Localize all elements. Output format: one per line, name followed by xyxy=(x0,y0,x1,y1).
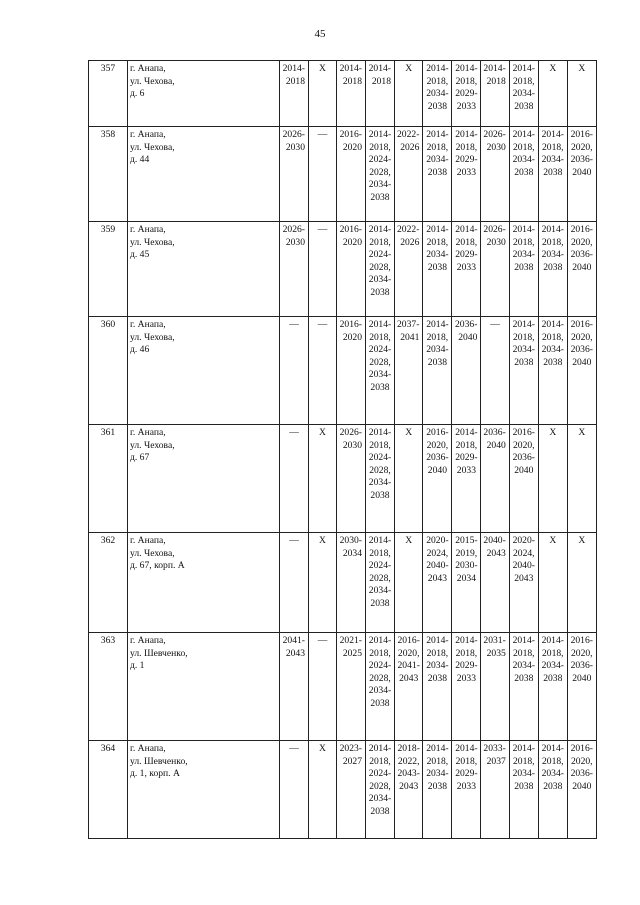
period-cell: 2036- 2040 xyxy=(452,317,481,425)
period-cell: 2014- 2018, 2029- 2033 xyxy=(452,633,481,741)
period-cell: — xyxy=(309,222,337,317)
period-cell: 2014- 2018, 2034- 2038 xyxy=(509,317,538,425)
period-cell: 2014- 2018, 2034- 2038 xyxy=(423,317,452,425)
address-line: ул. Шевченко, xyxy=(130,755,188,767)
period-cell: 2014- 2018, 2034- 2038 xyxy=(538,741,567,839)
period-cell: 2014- 2018, 2034- 2038 xyxy=(423,61,452,127)
page-number: 45 xyxy=(314,28,326,40)
period-cell: 2014- 2018, 2034- 2038 xyxy=(423,127,452,222)
period-cell: 2016- 2020, 2036- 2040 xyxy=(509,425,538,533)
period-cell: Х xyxy=(538,533,567,633)
table-row xyxy=(89,425,597,533)
address-cell xyxy=(128,533,280,633)
period-cell: — xyxy=(280,741,309,839)
period-cell: 2014- 2018, 2034- 2038 xyxy=(509,127,538,222)
period-cell: Х xyxy=(567,533,596,633)
address-cell xyxy=(128,425,280,533)
period-cell: 2016- 2020, 2036- 2040 xyxy=(567,222,596,317)
period-cell: 2014- 2018, 2034- 2038 xyxy=(538,127,567,222)
period-cell: 2016- 2020, 2036- 2040 xyxy=(423,425,452,533)
address-line: г. Анапа, xyxy=(130,635,166,646)
period-cell: 2022- 2026 xyxy=(395,222,423,317)
table-row xyxy=(89,741,597,839)
row-number: 362 xyxy=(89,533,128,633)
period-cell: Х xyxy=(309,741,337,839)
period-cell: 2037- 2041 xyxy=(395,317,423,425)
period-cell: 2014- 2018, 2034- 2038 xyxy=(538,317,567,425)
address-line: д. 45 xyxy=(130,249,150,261)
period-cell: 2020- 2024, 2040- 2043 xyxy=(423,533,452,633)
period-cell: 2014- 2018, 2029- 2033 xyxy=(452,741,481,839)
table-row xyxy=(89,127,597,222)
period-cell: 2014- 2018 xyxy=(280,61,309,127)
address-cell xyxy=(128,222,280,317)
period-cell: 2014- 2018, 2024- 2028, 2034- 2038 xyxy=(366,127,395,222)
address-line: ул. Чехова, xyxy=(130,331,175,343)
address-line: г. Анапа, xyxy=(130,129,166,140)
period-cell: 2036- 2040 xyxy=(481,425,509,533)
period-cell: Х xyxy=(538,61,567,127)
address-line: г. Анапа, xyxy=(130,63,166,74)
row-number: 359 xyxy=(89,222,128,317)
row-number: 361 xyxy=(89,425,128,533)
table-row xyxy=(89,533,597,633)
period-cell: 2014- 2018, 2034- 2038 xyxy=(509,222,538,317)
period-cell: 2014- 2018, 2034- 2038 xyxy=(423,741,452,839)
period-cell: 2026- 2030 xyxy=(280,127,309,222)
address-cell xyxy=(128,741,280,839)
period-cell: 2016- 2020 xyxy=(337,222,366,317)
period-cell: Х xyxy=(309,425,337,533)
period-cell: 2014- 2018, 2029- 2033 xyxy=(452,127,481,222)
period-cell: 2033- 2037 xyxy=(481,741,509,839)
period-cell: Х xyxy=(309,61,337,127)
address-line: г. Анапа, xyxy=(130,743,166,754)
address-line: ул. Чехова, xyxy=(130,75,175,87)
table-row xyxy=(89,317,597,425)
period-cell: 2015- 2019, 2030- 2034 xyxy=(452,533,481,633)
registry-table xyxy=(88,60,597,839)
period-cell: — xyxy=(309,127,337,222)
address-line: ул. Чехова, xyxy=(130,547,175,559)
period-cell: 2023- 2027 xyxy=(337,741,366,839)
period-cell: 2016- 2020, 2036- 2040 xyxy=(567,741,596,839)
period-cell: — xyxy=(309,633,337,741)
period-cell: 2014- 2018, 2034- 2038 xyxy=(509,741,538,839)
period-cell: 2022- 2026 xyxy=(395,127,423,222)
period-cell: Х xyxy=(309,533,337,633)
period-cell: 2014- 2018, 2034- 2038 xyxy=(509,633,538,741)
period-cell: 2014- 2018, 2029- 2033 xyxy=(452,222,481,317)
address-line: д. 1, корп. А xyxy=(130,768,180,780)
address-line: ул. Чехова, xyxy=(130,439,175,451)
address-cell xyxy=(128,633,280,741)
row-number: 360 xyxy=(89,317,128,425)
address-line: г. Анапа, xyxy=(130,427,166,438)
address-line: д. 67, корп. А xyxy=(130,560,185,572)
period-cell: 2026- 2030 xyxy=(481,127,509,222)
period-cell: — xyxy=(481,317,509,425)
address-line: ул. Чехова, xyxy=(130,236,175,248)
address-line: д. 1 xyxy=(130,660,145,672)
period-cell: 2014- 2018, 2029- 2033 xyxy=(452,425,481,533)
period-cell: 2014- 2018, 2034- 2038 xyxy=(423,222,452,317)
period-cell: 2016- 2020 xyxy=(337,127,366,222)
period-cell: — xyxy=(280,533,309,633)
address-line: д. 6 xyxy=(130,88,145,100)
address-line: г. Анапа, xyxy=(130,319,166,330)
table-row xyxy=(89,61,597,127)
period-cell: 2014- 2018, 2034- 2038 xyxy=(538,222,567,317)
period-cell: 2026- 2030 xyxy=(481,222,509,317)
period-cell: 2020- 2024, 2040- 2043 xyxy=(509,533,538,633)
table-row xyxy=(89,633,597,741)
period-cell: 2030- 2034 xyxy=(337,533,366,633)
period-cell: 2031- 2035 xyxy=(481,633,509,741)
period-cell: 2021- 2025 xyxy=(337,633,366,741)
period-cell: Х xyxy=(567,425,596,533)
address-cell xyxy=(128,61,280,127)
period-cell: 2014- 2018 xyxy=(481,61,509,127)
period-cell: 2014- 2018, 2024- 2028, 2034- 2038 xyxy=(366,633,395,741)
period-cell: 2014- 2018 xyxy=(337,61,366,127)
period-cell: 2014- 2018 xyxy=(366,61,395,127)
row-number: 358 xyxy=(89,127,128,222)
period-cell: 2014- 2018, 2024- 2028, 2034- 2038 xyxy=(366,533,395,633)
address-line: д. 46 xyxy=(130,344,150,356)
period-cell: Х xyxy=(395,61,423,127)
period-cell: 2014- 2018, 2024- 2028, 2034- 2038 xyxy=(366,425,395,533)
period-cell: Х xyxy=(567,61,596,127)
period-cell: 2018- 2022, 2043- 2043 xyxy=(395,741,423,839)
period-cell: Х xyxy=(538,425,567,533)
period-cell: 2026- 2030 xyxy=(337,425,366,533)
address-line: г. Анапа, xyxy=(130,224,166,235)
period-cell: 2016- 2020, 2036- 2040 xyxy=(567,633,596,741)
period-cell: 2014- 2018, 2034- 2038 xyxy=(509,61,538,127)
period-cell: 2026- 2030 xyxy=(280,222,309,317)
address-line: ул. Шевченко, xyxy=(130,647,188,659)
address-cell xyxy=(128,127,280,222)
period-cell: 2040- 2043 xyxy=(481,533,509,633)
address-line: д. 44 xyxy=(130,154,150,166)
period-cell: — xyxy=(280,317,309,425)
row-number: 364 xyxy=(89,741,128,839)
address-line: г. Анапа, xyxy=(130,535,166,546)
period-cell: 2014- 2018, 2024- 2028, 2034- 2038 xyxy=(366,222,395,317)
period-cell: 2041- 2043 xyxy=(280,633,309,741)
row-number: 363 xyxy=(89,633,128,741)
period-cell: 2014- 2018, 2034- 2038 xyxy=(423,633,452,741)
period-cell: 2016- 2020, 2036- 2040 xyxy=(567,127,596,222)
period-cell: — xyxy=(280,425,309,533)
period-cell: 2016- 2020, 2041- 2043 xyxy=(395,633,423,741)
table-row xyxy=(89,222,597,317)
period-cell: 2016- 2020 xyxy=(337,317,366,425)
period-cell: Х xyxy=(395,425,423,533)
period-cell: 2014- 2018, 2024- 2028, 2034- 2038 xyxy=(366,317,395,425)
address-line: ул. Чехова, xyxy=(130,141,175,153)
period-cell: 2014- 2018, 2034- 2038 xyxy=(538,633,567,741)
period-cell: 2014- 2018, 2029- 2033 xyxy=(452,61,481,127)
period-cell: Х xyxy=(395,533,423,633)
period-cell: 2014- 2018, 2024- 2028, 2034- 2038 xyxy=(366,741,395,839)
period-cell: — xyxy=(309,317,337,425)
period-cell: 2016- 2020, 2036- 2040 xyxy=(567,317,596,425)
row-number: 357 xyxy=(89,61,128,127)
address-cell xyxy=(128,317,280,425)
address-line: д. 67 xyxy=(130,452,150,464)
